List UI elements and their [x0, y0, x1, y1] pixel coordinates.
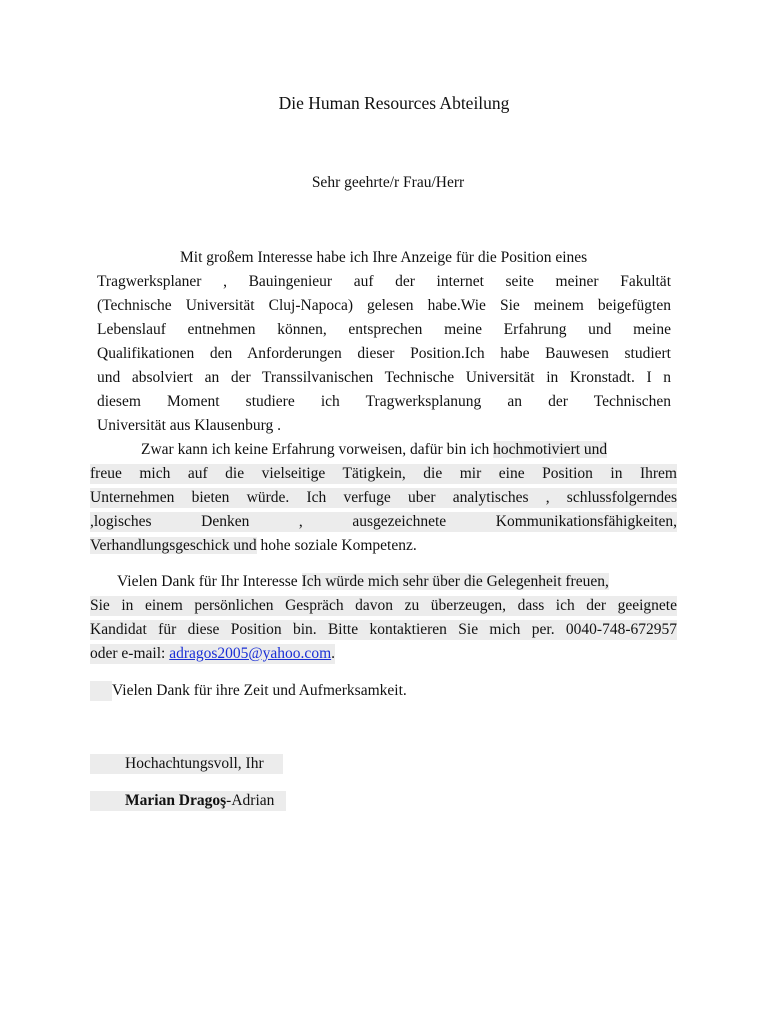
highlighted-text: Verhandlungsgeschick und	[90, 537, 257, 554]
paragraph-line	[90, 644, 335, 664]
highlighted-text: hochmotiviert und	[493, 441, 608, 458]
highlighted-line: Kandidat für diese Position bin. Bitte kontaktieren Sie mich per. 0040-748-672957	[90, 621, 677, 638]
thanks-line	[90, 681, 407, 701]
paragraph-text: .	[331, 645, 335, 662]
signature-name: Marian Dragoş	[125, 792, 227, 809]
highlighted-line: Unternehmen bieten würde. Ich verfuge uber analytisches , schlussfolgerndes	[90, 489, 677, 506]
closing-line	[90, 754, 283, 774]
paragraph-line: Tragwerksplaner , Bauingenieur auf der internet seite meiner Fakultät	[97, 273, 671, 290]
paragraph-line: Lebenslauf entnehmen können, entsprechen meine Erfahrung und meine	[97, 321, 671, 338]
paragraph-line	[141, 440, 607, 460]
paragraph-text: hohe soziale Kompetenz.	[256, 537, 417, 554]
paragraph-line: Qualifikationen den Anforderungen dieser Position.Ich habe Bauwesen studiert	[97, 345, 671, 362]
paragraph-text: Vielen Dank für Ihr Interesse	[117, 573, 302, 590]
paragraph-text: Vielen Dank für ihre Zeit und Aufmerksamkeit.	[112, 682, 407, 699]
paragraph-line: und absolviert an der Transsilvanischen Technische Universität in Kronstadt. I n	[97, 369, 671, 386]
paragraph-line: diesem Moment studiere ich Tragwerksplanung an der Technischen	[97, 393, 671, 410]
salutation: Sehr geehrte/r Frau/Herr	[311, 174, 465, 191]
paragraph-line: Universität aus Klausenburg .	[97, 417, 281, 434]
highlighted-line: Sie in einem persönlichen Gespräch davon zu überzeugen, dass ich der geeignete	[90, 597, 677, 614]
signature-line	[90, 791, 286, 811]
signature-suffix: -Adrian	[226, 792, 275, 809]
highlighted-line: freue mich auf die vielseitige Tätigkein, die mir eine Position in Ihrem	[90, 465, 677, 482]
highlighted-text: Ich würde mich sehr über die Gelegenheit freuen,	[301, 573, 609, 590]
paragraph-line: Mit großem Interesse habe ich Ihre Anzeige für die Position eines	[180, 249, 588, 266]
email-link[interactable]: adragos2005@yahoo.com	[169, 645, 332, 662]
closing-text: Hochachtungsvoll, Ihr	[125, 755, 264, 772]
paragraph-line	[90, 536, 417, 556]
paragraph-line: (Technische Universität Cluj-Napoca) gelesen habe.Wie Sie meinem beigefügten	[97, 297, 671, 314]
paragraph-text: oder e-mail:	[90, 645, 170, 662]
paragraph-text: Zwar kann ich keine Erfahrung vorweisen, dafür bin ich	[141, 441, 494, 458]
paragraph-line	[90, 572, 609, 592]
letter-title: Die Human Resources Abteilung	[278, 93, 510, 113]
highlighted-line: ,logisches Denken , ausgezeichnete Kommunikationsfähigkeiten,	[90, 513, 677, 530]
